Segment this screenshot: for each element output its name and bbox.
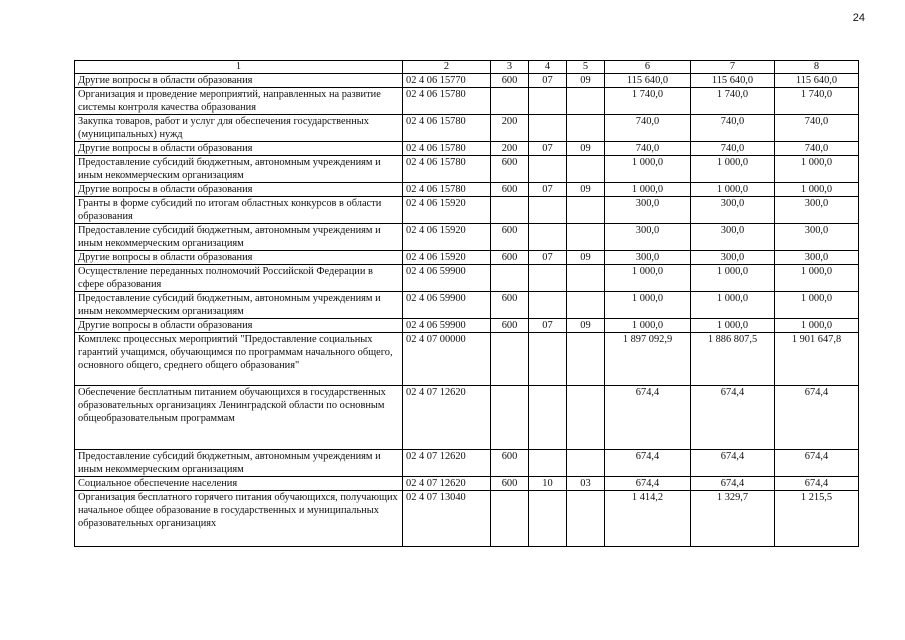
vr-cell — [491, 333, 529, 386]
amount-cell: 1 000,0 — [775, 156, 859, 183]
section-cell: 07 — [529, 251, 567, 265]
amount-cell: 115 640,0 — [691, 74, 775, 88]
table-row — [75, 224, 859, 251]
amount-cell: 1 740,0 — [691, 88, 775, 115]
code-cell: 02 4 06 15780 — [403, 156, 491, 183]
amount-cell: 674,4 — [775, 450, 859, 477]
section-cell: 07 — [529, 319, 567, 333]
code-cell: 02 4 07 12620 — [403, 386, 491, 450]
amount-cell: 115 640,0 — [775, 74, 859, 88]
amount-cell: 300,0 — [605, 224, 691, 251]
row-name-cell: Обеспечение бесплатным питанием обучающихся в государственных образовательных организациях Ленинградской области по основным общеобразовательным программам — [75, 386, 403, 450]
subsection-cell — [567, 333, 605, 386]
column-header: 6 — [605, 61, 691, 74]
subsection-cell: 09 — [567, 74, 605, 88]
table-row — [75, 333, 859, 386]
section-cell: 07 — [529, 183, 567, 197]
code-cell: 02 4 06 59900 — [403, 265, 491, 292]
row-name-cell: Осуществление переданных полномочий Российской Федерации в сфере образования — [75, 265, 403, 292]
row-name-cell: Предоставление субсидий бюджетным, автономным учреждениям и иным некоммерческим организациям — [75, 450, 403, 477]
amount-cell: 674,4 — [605, 477, 691, 491]
vr-cell — [491, 386, 529, 450]
amount-cell: 674,4 — [775, 386, 859, 450]
table-row — [75, 292, 859, 319]
amount-cell: 674,4 — [691, 450, 775, 477]
code-cell: 02 4 07 13040 — [403, 491, 491, 547]
budget-table — [74, 60, 859, 547]
subsection-cell — [567, 156, 605, 183]
row-name-cell: Организация бесплатного горячего питания обучающихся, получающих начальное общее образование в государственных и муниципальных образовательных организациях — [75, 491, 403, 547]
amount-cell: 1 414,2 — [605, 491, 691, 547]
amount-cell: 115 640,0 — [605, 74, 691, 88]
vr-cell — [491, 88, 529, 115]
vr-cell: 600 — [491, 224, 529, 251]
amount-cell: 1 000,0 — [605, 292, 691, 319]
amount-cell: 1 000,0 — [691, 183, 775, 197]
subsection-cell — [567, 491, 605, 547]
vr-cell: 600 — [491, 477, 529, 491]
subsection-cell — [567, 224, 605, 251]
amount-cell: 300,0 — [605, 197, 691, 224]
section-cell — [529, 115, 567, 142]
amount-cell: 300,0 — [775, 224, 859, 251]
subsection-cell: 09 — [567, 319, 605, 333]
row-name-cell: Другие вопросы в области образования — [75, 183, 403, 197]
subsection-cell — [567, 386, 605, 450]
amount-cell: 1 740,0 — [775, 88, 859, 115]
amount-cell: 1 329,7 — [691, 491, 775, 547]
vr-cell: 600 — [491, 292, 529, 319]
section-cell — [529, 491, 567, 547]
table-row — [75, 450, 859, 477]
amount-cell: 674,4 — [605, 450, 691, 477]
code-cell: 02 4 06 15780 — [403, 115, 491, 142]
row-name-cell: Гранты в форме субсидий по итогам областных конкурсов в области образования — [75, 197, 403, 224]
row-name-cell: Другие вопросы в области образования — [75, 142, 403, 156]
amount-cell: 674,4 — [775, 477, 859, 491]
code-cell: 02 4 06 15770 — [403, 74, 491, 88]
amount-cell: 300,0 — [775, 251, 859, 265]
column-header: 3 — [491, 61, 529, 74]
code-cell: 02 4 06 15920 — [403, 224, 491, 251]
amount-cell: 1 000,0 — [691, 319, 775, 333]
section-cell — [529, 265, 567, 292]
amount-cell: 300,0 — [691, 224, 775, 251]
amount-cell: 300,0 — [691, 251, 775, 265]
vr-cell: 600 — [491, 156, 529, 183]
table-row — [75, 197, 859, 224]
vr-cell — [491, 491, 529, 547]
amount-cell: 1 886 807,5 — [691, 333, 775, 386]
amount-cell: 1 000,0 — [691, 156, 775, 183]
subsection-cell — [567, 265, 605, 292]
amount-cell: 1 000,0 — [691, 292, 775, 319]
code-cell: 02 4 06 15920 — [403, 251, 491, 265]
code-cell: 02 4 06 15780 — [403, 183, 491, 197]
amount-cell: 740,0 — [605, 115, 691, 142]
subsection-cell — [567, 292, 605, 319]
row-name-cell: Другие вопросы в области образования — [75, 74, 403, 88]
section-cell — [529, 88, 567, 115]
column-header: 1 — [75, 61, 403, 74]
section-cell: 10 — [529, 477, 567, 491]
section-cell: 07 — [529, 74, 567, 88]
subsection-cell: 03 — [567, 477, 605, 491]
section-cell — [529, 197, 567, 224]
table-row — [75, 386, 859, 450]
vr-cell: 600 — [491, 183, 529, 197]
amount-cell: 1 000,0 — [691, 265, 775, 292]
amount-cell: 1 000,0 — [775, 319, 859, 333]
vr-cell — [491, 197, 529, 224]
vr-cell: 600 — [491, 251, 529, 265]
code-cell: 02 4 07 00000 — [403, 333, 491, 386]
amount-cell: 300,0 — [605, 251, 691, 265]
section-cell — [529, 224, 567, 251]
table-body — [75, 74, 859, 547]
amount-cell: 1 000,0 — [605, 265, 691, 292]
amount-cell: 1 000,0 — [775, 183, 859, 197]
table-row — [75, 88, 859, 115]
table-row — [75, 183, 859, 197]
table-row — [75, 115, 859, 142]
table-row — [75, 265, 859, 292]
subsection-cell: 09 — [567, 251, 605, 265]
row-name-cell: Другие вопросы в области образования — [75, 319, 403, 333]
amount-cell: 1 000,0 — [775, 265, 859, 292]
section-cell — [529, 156, 567, 183]
vr-cell: 600 — [491, 319, 529, 333]
row-name-cell: Закупка товаров, работ и услуг для обеспечения государственных (муниципальных) нужд — [75, 115, 403, 142]
subsection-cell: 09 — [567, 142, 605, 156]
code-cell: 02 4 06 15920 — [403, 197, 491, 224]
column-header: 5 — [567, 61, 605, 74]
table-row — [75, 491, 859, 547]
subsection-cell — [567, 115, 605, 142]
section-cell: 07 — [529, 142, 567, 156]
amount-cell: 300,0 — [775, 197, 859, 224]
amount-cell: 740,0 — [775, 142, 859, 156]
amount-cell: 1 000,0 — [775, 292, 859, 319]
amount-cell: 1 000,0 — [605, 183, 691, 197]
column-header: 8 — [775, 61, 859, 74]
amount-cell: 674,4 — [605, 386, 691, 450]
amount-cell: 740,0 — [605, 142, 691, 156]
amount-cell: 740,0 — [775, 115, 859, 142]
row-name-cell: Другие вопросы в области образования — [75, 251, 403, 265]
row-name-cell: Предоставление субсидий бюджетным, автономным учреждениям и иным некоммерческим организациям — [75, 156, 403, 183]
code-cell: 02 4 06 59900 — [403, 319, 491, 333]
vr-cell: 200 — [491, 142, 529, 156]
row-name-cell: Предоставление субсидий бюджетным, автономным учреждениям и иным некоммерческим организациям — [75, 224, 403, 251]
amount-cell: 674,4 — [691, 386, 775, 450]
column-header: 2 — [403, 61, 491, 74]
vr-cell: 600 — [491, 450, 529, 477]
column-header: 7 — [691, 61, 775, 74]
amount-cell: 300,0 — [691, 197, 775, 224]
section-cell — [529, 333, 567, 386]
row-name-cell: Предоставление субсидий бюджетным, автономным учреждениям и иным некоммерческим организациям — [75, 292, 403, 319]
table-row — [75, 477, 859, 491]
amount-cell: 1 897 092,9 — [605, 333, 691, 386]
table-row — [75, 156, 859, 183]
amount-cell: 674,4 — [691, 477, 775, 491]
code-cell: 02 4 06 15780 — [403, 88, 491, 115]
page-number: 24 — [852, 12, 865, 24]
amount-cell: 1 215,5 — [775, 491, 859, 547]
subsection-cell — [567, 450, 605, 477]
amount-cell: 740,0 — [691, 142, 775, 156]
table-row — [75, 319, 859, 333]
amount-cell: 1 740,0 — [605, 88, 691, 115]
column-header: 4 — [529, 61, 567, 74]
table-row — [75, 74, 859, 88]
row-name-cell: Комплекс процессных мероприятий "Предоставление социальных гарантий учащимся, обучающимся по программам начального общего, основного общего, среднего общего образования" — [75, 333, 403, 386]
amount-cell: 1 000,0 — [605, 319, 691, 333]
code-cell: 02 4 06 15780 — [403, 142, 491, 156]
row-name-cell: Организация и проведение мероприятий, направленных на развитие системы контроля качества образования — [75, 88, 403, 115]
table-header-row — [75, 61, 859, 74]
subsection-cell — [567, 197, 605, 224]
code-cell: 02 4 06 59900 — [403, 292, 491, 319]
table-row — [75, 142, 859, 156]
subsection-cell — [567, 88, 605, 115]
amount-cell: 1 000,0 — [605, 156, 691, 183]
table-row — [75, 251, 859, 265]
code-cell: 02 4 07 12620 — [403, 450, 491, 477]
section-cell — [529, 292, 567, 319]
amount-cell: 740,0 — [691, 115, 775, 142]
code-cell: 02 4 07 12620 — [403, 477, 491, 491]
section-cell — [529, 386, 567, 450]
amount-cell: 1 901 647,8 — [775, 333, 859, 386]
subsection-cell: 09 — [567, 183, 605, 197]
section-cell — [529, 450, 567, 477]
vr-cell: 600 — [491, 74, 529, 88]
row-name-cell: Социальное обеспечение населения — [75, 477, 403, 491]
vr-cell: 200 — [491, 115, 529, 142]
vr-cell — [491, 265, 529, 292]
